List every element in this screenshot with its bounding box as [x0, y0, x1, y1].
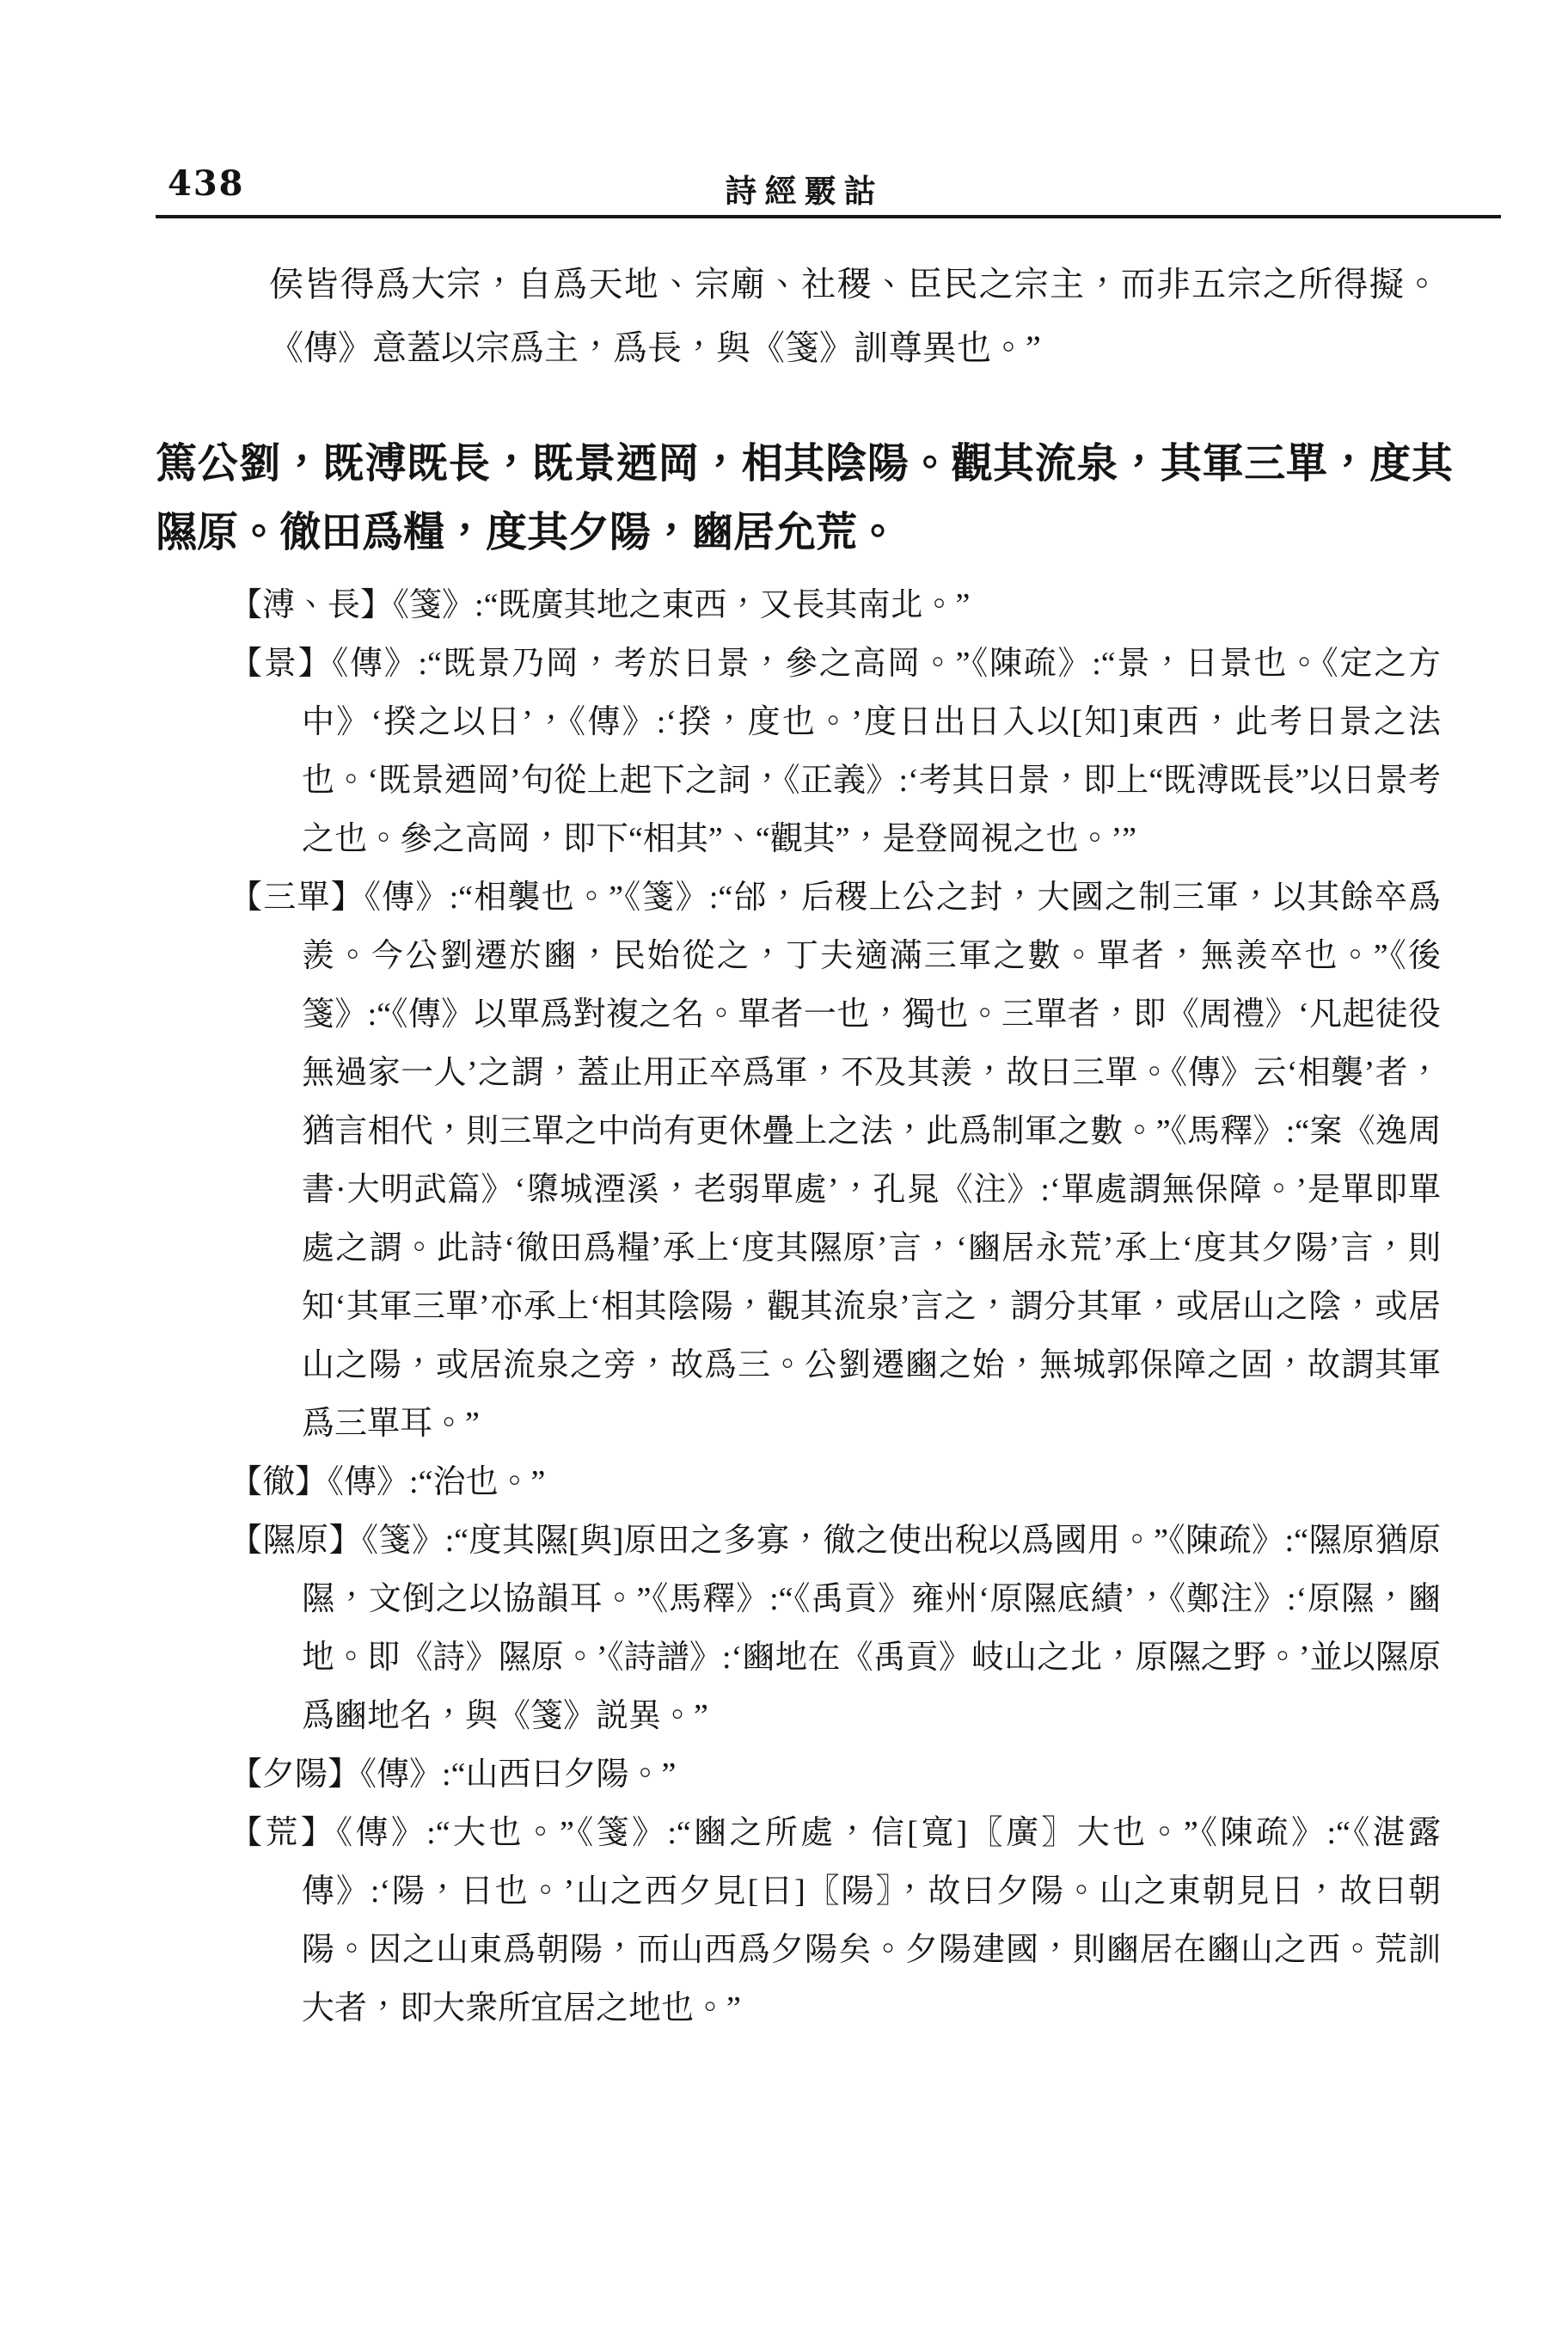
- header-rule: [156, 215, 1501, 218]
- annotation-entry-che: [230, 1453, 1441, 1511]
- annotation-entry-xi-yuan: [230, 1511, 1441, 1745]
- annotation-body: 《箋》:“既廣其地之東西，又長其南北。”: [393, 587, 971, 623]
- annotation-list: [230, 576, 1441, 2038]
- annotation-entry-jing: [230, 635, 1441, 868]
- annotation-body: 《傳》:“相襲也。”《箋》:“邰，后稷上公之封，大國之制三軍，以其餘卒爲羨。今公劉遷於豳，民始從之，丁夫適滿三軍之數。單者，無羨卒也。”《後箋》:“《傳》以單爲對複之名。單者一也，獨也。三單者，即《周禮》‘凡起徒役無過家一人’之謂，蓋止用正卒爲軍，不及其羨，故曰三單。《傳》云‘相襲’者，猶言相代，則三單之中尚有更休疊上之法，此爲制軍之數。”《馬釋》:“案《逸周書·大明武篇》‘隳城湮溪，老弱單處’，孔晁《注》:‘單處謂無保障。’是單即單處之謂。此詩‘徹田爲糧’承上‘度其隰原’言，‘豳居永荒’承上‘度其夕陽’言，則知‘其軍三單’亦承上‘相其陰陽，觀其流泉’言之，謂分其軍，或居山之陰，或居山之陽，或居流泉之旁，故爲三。公劉遷豳之始，無城郭保障之固，故謂其軍爲三單耳。”: [302, 880, 1441, 1442]
- page-number: 438: [168, 163, 245, 204]
- annotation-term: 【荒】: [230, 1815, 337, 1851]
- annotation-body: 《傳》:“大也。”《箋》:“豳之所處，信[寬]〖廣〗大也。”《陳疏》:“《湛露傳》:‘陽，日也。’山之西夕見[日]〖陽〗，故曰夕陽。山之東朝見日，故曰朝陽。因之山東爲朝陽，而山西爲夕陽矣。夕陽建國，則豳居在豳山之西。荒訓大者，即大衆所宜居之地也。”: [302, 1815, 1441, 2026]
- annotation-body: 《箋》:“度其隰[與]原田之多寡，徹之使出稅以爲國用。”《陳疏》:“隰原猶原隰，文倒之以協韻耳。”《馬釋》:“《禹貢》雍州‘原隰底績’，《鄭注》:‘原隰，豳地。即《詩》隰原。’《詩譜》:‘豳地在《禹貢》岐山之北，原隰之野。’並以隰原爲豳地名，與《箋》説異。”: [302, 1523, 1441, 1734]
- annotation-term: 【溥、長】: [230, 587, 394, 623]
- annotation-term: 【景】: [230, 646, 333, 682]
- annotation-body: 《傳》:“山西曰夕陽。”: [360, 1757, 677, 1793]
- annotation-entry-pu-chang: [230, 576, 1441, 635]
- annotation-body: 《傳》:“治也。”: [328, 1464, 546, 1500]
- annotation-term: 【夕陽】: [230, 1757, 361, 1793]
- annotation-entry-san-dan: [230, 868, 1441, 1453]
- continued-commentary: 侯皆得爲大宗，自爲天地、宗廟、社稷、臣民之宗主，而非五宗之所得擬。《傳》意蓋以宗爲主，爲長，與《箋》訓尊異也。”: [269, 265, 1439, 367]
- book-title: 詩經覈詁: [725, 175, 884, 210]
- annotation-term: 【隰原】: [230, 1523, 363, 1559]
- annotation-entry-huang: [230, 1804, 1441, 2038]
- annotation-body: 《傳》:“既景乃岡，考於日景，參之高岡。”《陳疏》:“景，日景也。《定之方中》‘揆之以日’，《傳》:‘揆，度也。’度日出日入以[知]東西，此考日景之法也。‘既景迺岡’句從上起下之詞，《正義》:‘考其日景，即上“既溥既長”以日景考之也。參之高岡，即下“相其”、“觀其”，是登岡視之也。’”: [302, 646, 1441, 857]
- annotation-entry-xi-yang: [230, 1745, 1441, 1804]
- annotation-term: 【三單】: [230, 880, 364, 916]
- verse-text: 篤公劉，既溥既長，既景迺岡，相其陰陽。觀其流泉，其軍三單，度其隰原。徹田爲糧，度其夕陽，豳居允荒。: [156, 441, 1453, 555]
- running-header: [156, 160, 1453, 210]
- annotation-term: 【徹】: [230, 1464, 328, 1500]
